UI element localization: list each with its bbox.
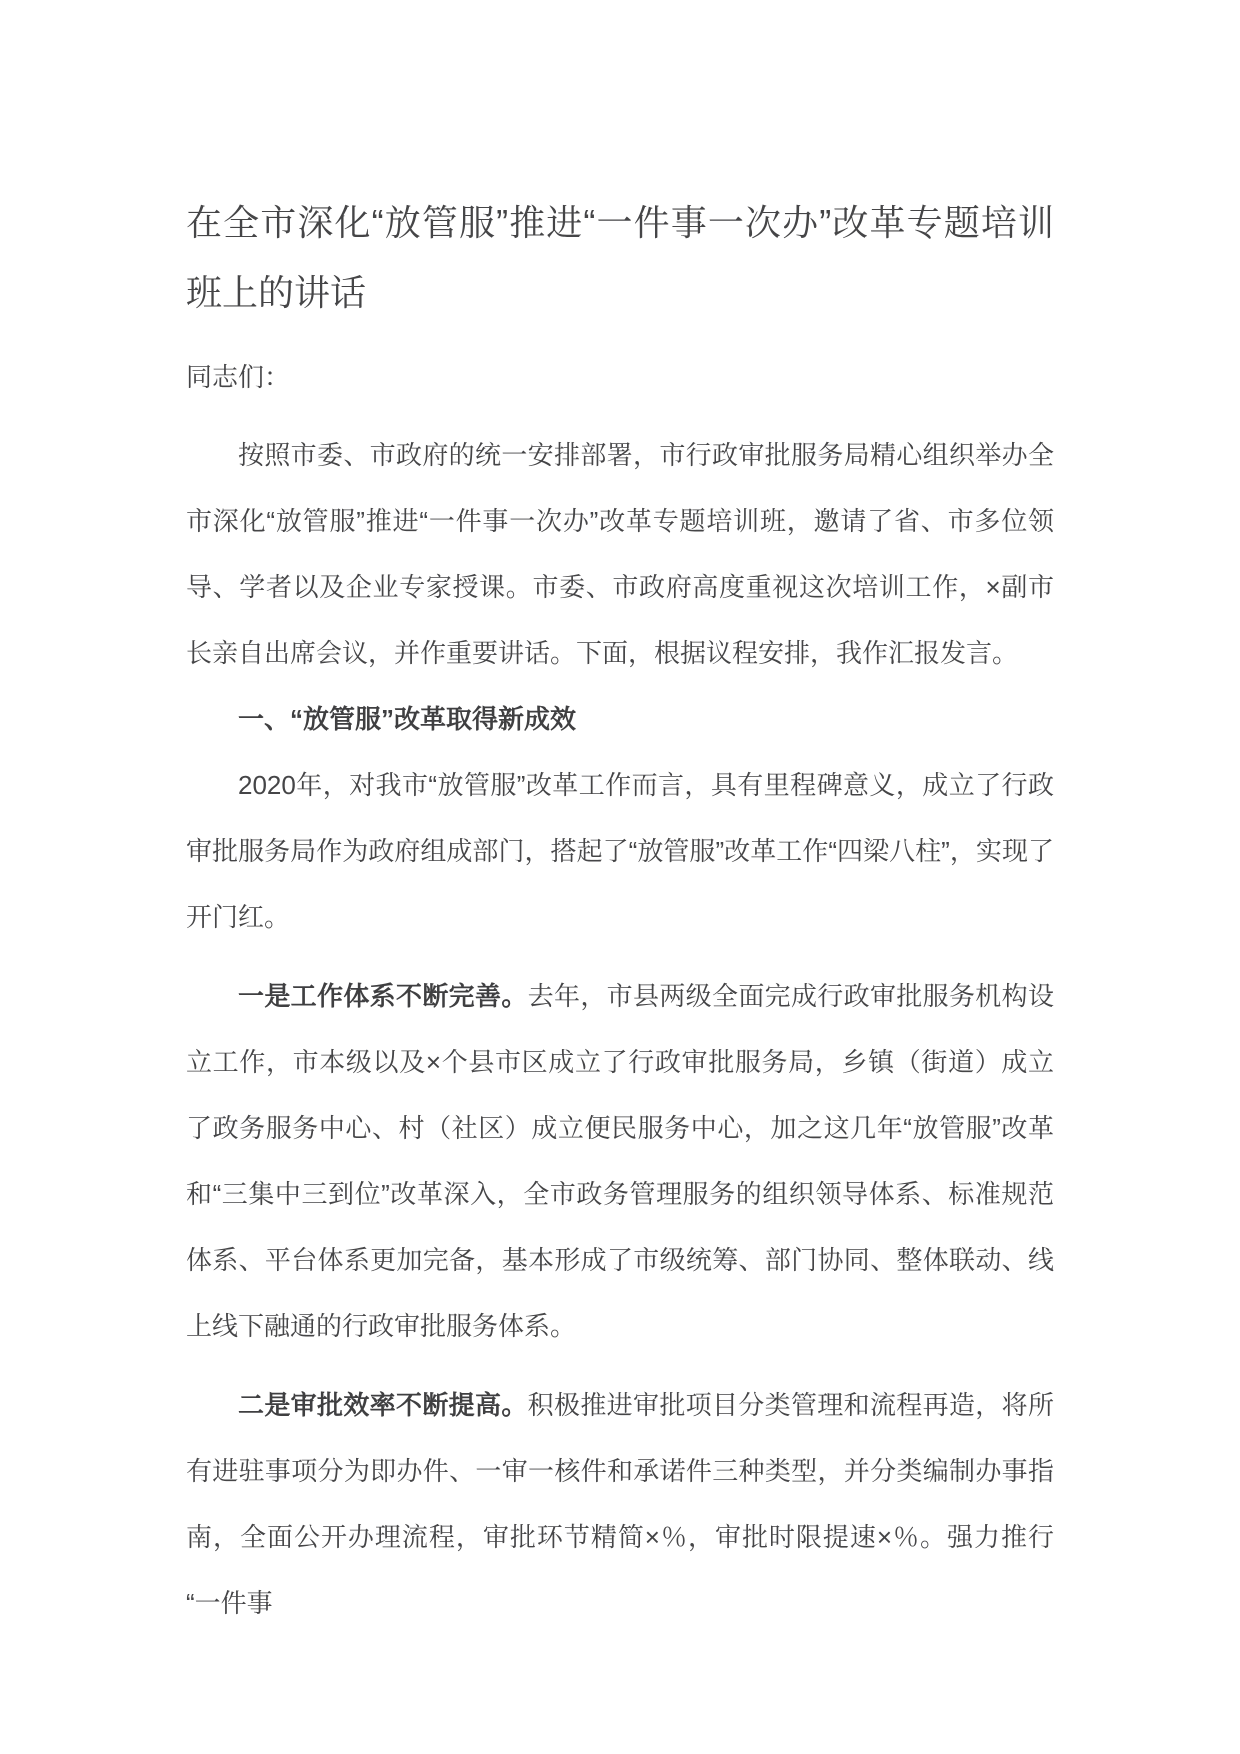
section-lead-paragraph: 2020年，对我市“放管服”改革工作而言，具有里程碑意义，成立了行政审批服务局作为政府组成部门，搭起了“放管服”改革工作“四梁八柱”，实现了开门红。	[186, 770, 1054, 932]
section-heading-1: 一、“放管服”改革取得新成效	[238, 704, 577, 734]
salutation-line: 同志们：	[186, 362, 291, 392]
document-title: 在全市深化“放管服”推进“一件事一次办”改革专题培训班上的讲话	[186, 202, 1054, 313]
point-1-text: 去年，市县两级全面完成行政审批服务机构设立工作，市本级以及×个县市区成立了行政审批服务局，乡镇（街道）成立了政务服务中心、村（社区）成立便民服务中心，加之这几年“放管服”改革和“三集中三到位”改革深入，全市政务管理服务的组织领导体系、标准规范体系、平台体系更加完备，基本形成了市级统筹、部门协同、整体联动、线上线下融通的行政审批服务体系。	[186, 981, 1054, 1341]
point-paragraph-2	[186, 1372, 1054, 1636]
point-paragraph-1	[186, 963, 1054, 1359]
opening-paragraph: 按照市委、市政府的统一安排部署，市行政审批服务局精心组织举办全市深化“放管服”推进“一件事一次办”改革专题培训班，邀请了省、市多位领导、学者以及企业专家授课。市委、市政府高度重视这次培训工作，×副市长亲自出席会议，并作重要讲话。下面，根据议程安排，我作汇报发言。	[186, 440, 1054, 668]
point-2-lead: 二是审批效率不断提高。	[238, 1390, 528, 1420]
point-2-text: 积极推进审批项目分类管理和流程再造，将所有进驻事项分为即办件、一审一核件和承诺件三种类型，并分类编制办事指南，全面公开办理流程，审批环节精简×％，审批时限提速×％。强力推行“一件事	[186, 1390, 1054, 1618]
point-1-lead: 一是工作体系不断完善。	[238, 981, 528, 1011]
